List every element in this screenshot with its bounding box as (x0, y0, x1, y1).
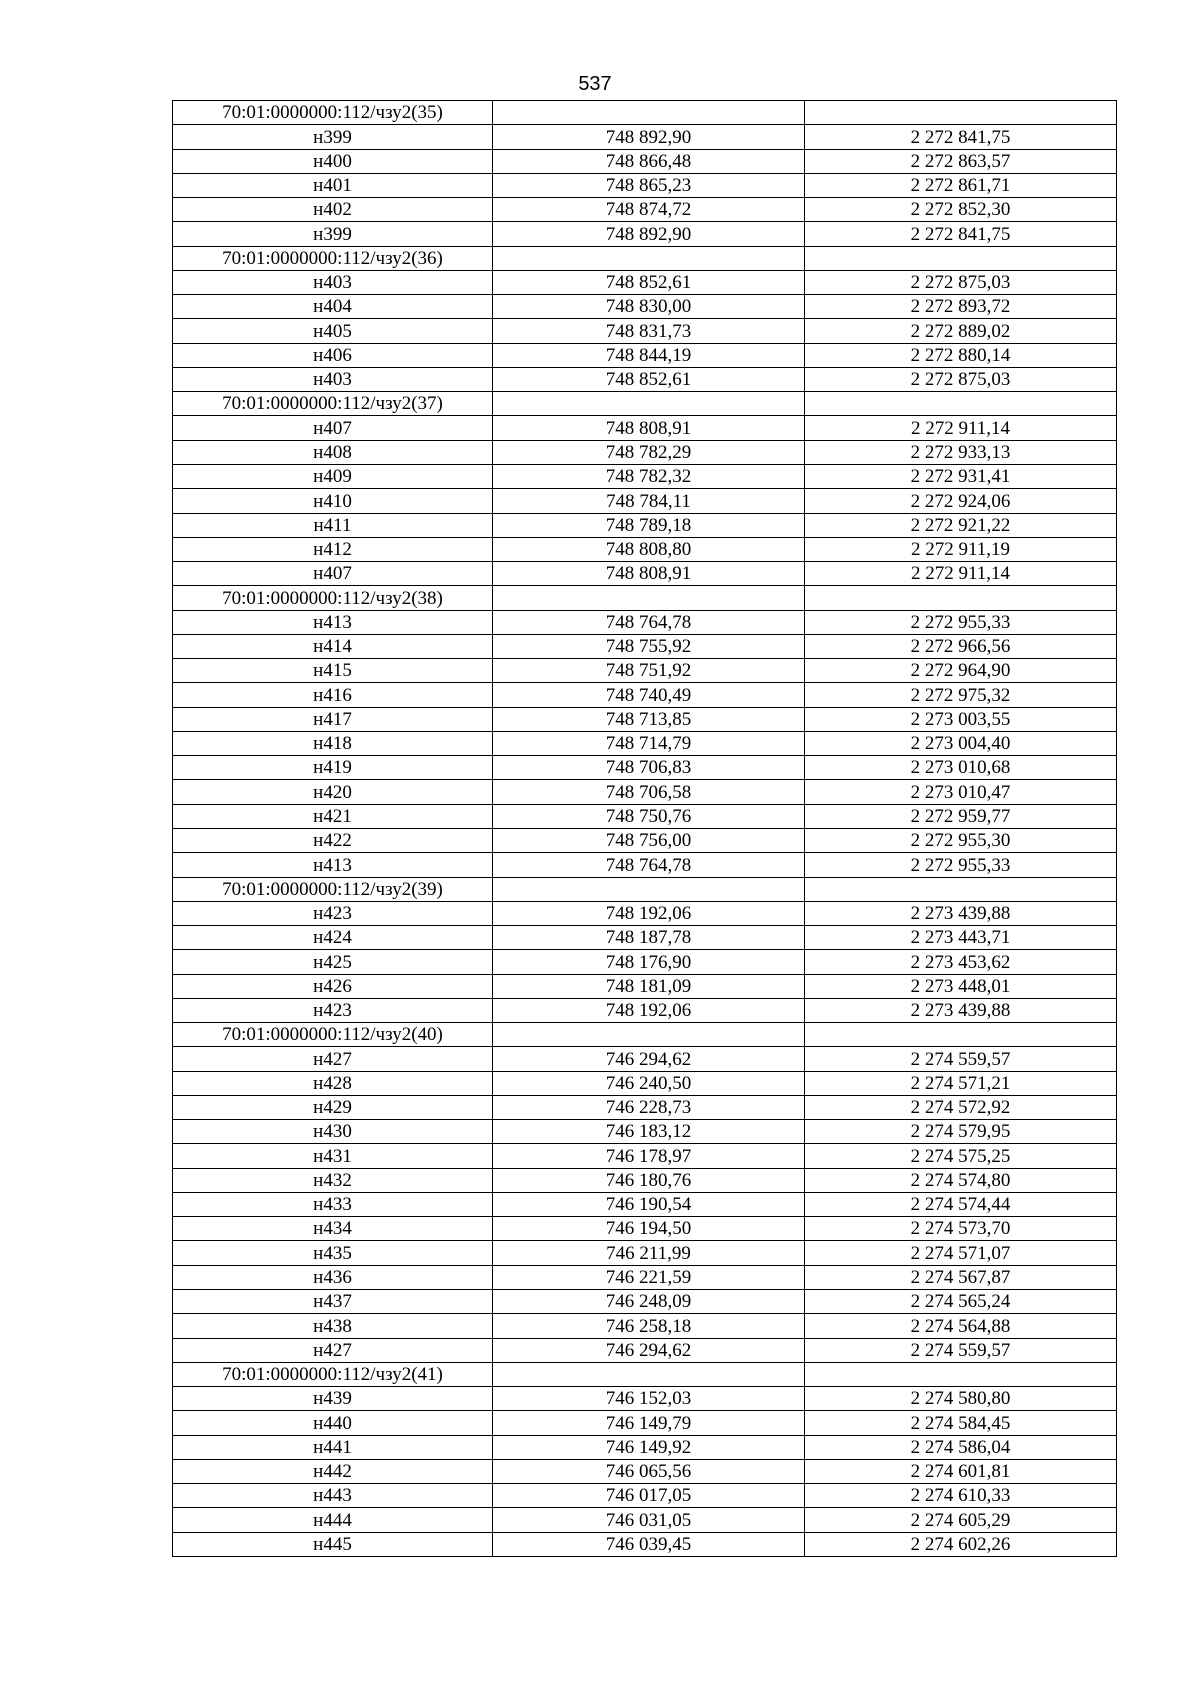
point-name-cell: н419 (173, 756, 493, 780)
table-row (173, 950, 1117, 974)
point-name-cell: н417 (173, 707, 493, 731)
point-name-cell: н411 (173, 513, 493, 537)
y-coordinate-cell: 2 272 975,32 (805, 683, 1117, 707)
x-coordinate-cell: 748 831,73 (493, 319, 805, 343)
x-coordinate-cell: 746 221,59 (493, 1265, 805, 1289)
y-coordinate-cell: 2 272 893,72 (805, 295, 1117, 319)
point-name-cell: н444 (173, 1508, 493, 1532)
x-coordinate-cell: 746 031,05 (493, 1508, 805, 1532)
y-coordinate-cell: 2 273 004,40 (805, 731, 1117, 755)
table-row (173, 1192, 1117, 1216)
y-coordinate-cell: 2 274 559,57 (805, 1338, 1117, 1362)
x-coordinate-cell: 748 714,79 (493, 731, 805, 755)
y-coordinate-cell: 2 272 924,06 (805, 489, 1117, 513)
x-coordinate-cell: 748 808,91 (493, 416, 805, 440)
y-coordinate-cell: 2 272 875,03 (805, 270, 1117, 294)
point-name-cell: н400 (173, 149, 493, 173)
y-coordinate-cell: 2 274 571,21 (805, 1071, 1117, 1095)
point-name-cell: н428 (173, 1071, 493, 1095)
x-coordinate-cell: 748 750,76 (493, 804, 805, 828)
y-coordinate-cell: 2 272 931,41 (805, 464, 1117, 488)
point-name-cell: н401 (173, 173, 493, 197)
x-coordinate-cell: 748 764,78 (493, 610, 805, 634)
table-row (173, 1387, 1117, 1411)
x-coordinate-cell: 748 176,90 (493, 950, 805, 974)
y-coordinate-cell: 2 272 863,57 (805, 149, 1117, 173)
x-coordinate-cell: 746 180,76 (493, 1168, 805, 1192)
table-row (173, 1047, 1117, 1071)
x-coordinate-cell: 746 149,79 (493, 1411, 805, 1435)
table-row (173, 270, 1117, 294)
table-row (173, 1168, 1117, 1192)
point-name-cell: н433 (173, 1192, 493, 1216)
table-row (173, 513, 1117, 537)
table-row (173, 1508, 1117, 1532)
table-row (173, 634, 1117, 658)
empty-cell (805, 586, 1117, 610)
empty-cell (805, 1023, 1117, 1047)
point-name-cell: н420 (173, 780, 493, 804)
x-coordinate-cell: 748 755,92 (493, 634, 805, 658)
y-coordinate-cell: 2 273 439,88 (805, 998, 1117, 1022)
table-row (173, 683, 1117, 707)
parcel-label-cell: 70:01:0000000:112/чзу2(39) (173, 877, 493, 901)
y-coordinate-cell: 2 272 933,13 (805, 440, 1117, 464)
y-coordinate-cell: 2 274 605,29 (805, 1508, 1117, 1532)
y-coordinate-cell: 2 274 565,24 (805, 1290, 1117, 1314)
y-coordinate-cell: 2 274 574,44 (805, 1192, 1117, 1216)
x-coordinate-cell: 748 706,58 (493, 780, 805, 804)
coordinates-table (172, 100, 1117, 1557)
y-coordinate-cell: 2 274 559,57 (805, 1047, 1117, 1071)
table-row (173, 222, 1117, 246)
point-name-cell: н441 (173, 1435, 493, 1459)
point-name-cell: н435 (173, 1241, 493, 1265)
point-name-cell: н431 (173, 1144, 493, 1168)
x-coordinate-cell: 746 194,50 (493, 1217, 805, 1241)
x-coordinate-cell: 748 782,29 (493, 440, 805, 464)
empty-cell (493, 101, 805, 125)
table-row (173, 1071, 1117, 1095)
x-coordinate-cell: 748 866,48 (493, 149, 805, 173)
parcel-label-cell: 70:01:0000000:112/чзу2(37) (173, 392, 493, 416)
point-name-cell: н413 (173, 853, 493, 877)
empty-cell (493, 1023, 805, 1047)
y-coordinate-cell: 2 273 443,71 (805, 926, 1117, 950)
empty-cell (493, 877, 805, 901)
y-coordinate-cell: 2 272 911,14 (805, 416, 1117, 440)
parcel-header-row (173, 246, 1117, 270)
table-row (173, 125, 1117, 149)
table-row (173, 1532, 1117, 1556)
table-row (173, 1411, 1117, 1435)
table-row (173, 828, 1117, 852)
parcel-label-cell: 70:01:0000000:112/чзу2(41) (173, 1362, 493, 1386)
y-coordinate-cell: 2 274 571,07 (805, 1241, 1117, 1265)
x-coordinate-cell: 746 240,50 (493, 1071, 805, 1095)
page-number: 537 (578, 73, 612, 95)
y-coordinate-cell: 2 273 010,47 (805, 780, 1117, 804)
empty-cell (805, 392, 1117, 416)
x-coordinate-cell: 748 852,61 (493, 270, 805, 294)
x-coordinate-cell: 748 844,19 (493, 343, 805, 367)
x-coordinate-cell: 748 187,78 (493, 926, 805, 950)
point-name-cell: н432 (173, 1168, 493, 1192)
point-name-cell: н405 (173, 319, 493, 343)
point-name-cell: н423 (173, 901, 493, 925)
x-coordinate-cell: 746 183,12 (493, 1120, 805, 1144)
x-coordinate-cell: 748 865,23 (493, 173, 805, 197)
y-coordinate-cell: 2 272 964,90 (805, 659, 1117, 683)
x-coordinate-cell: 746 178,97 (493, 1144, 805, 1168)
empty-cell (493, 1362, 805, 1386)
empty-cell (493, 246, 805, 270)
point-name-cell: н409 (173, 464, 493, 488)
point-name-cell: н399 (173, 125, 493, 149)
y-coordinate-cell: 2 272 841,75 (805, 222, 1117, 246)
table-row (173, 1314, 1117, 1338)
y-coordinate-cell: 2 272 959,77 (805, 804, 1117, 828)
y-coordinate-cell: 2 273 453,62 (805, 950, 1117, 974)
x-coordinate-cell: 748 874,72 (493, 198, 805, 222)
y-coordinate-cell: 2 274 579,95 (805, 1120, 1117, 1144)
x-coordinate-cell: 748 808,91 (493, 562, 805, 586)
table-row (173, 998, 1117, 1022)
table-row (173, 1217, 1117, 1241)
point-name-cell: н410 (173, 489, 493, 513)
y-coordinate-cell: 2 274 574,80 (805, 1168, 1117, 1192)
x-coordinate-cell: 748 764,78 (493, 853, 805, 877)
x-coordinate-cell: 746 039,45 (493, 1532, 805, 1556)
y-coordinate-cell: 2 272 911,19 (805, 537, 1117, 561)
x-coordinate-cell: 748 181,09 (493, 974, 805, 998)
y-coordinate-cell: 2 274 584,45 (805, 1411, 1117, 1435)
y-coordinate-cell: 2 272 889,02 (805, 319, 1117, 343)
x-coordinate-cell: 746 258,18 (493, 1314, 805, 1338)
table-row (173, 149, 1117, 173)
point-name-cell: н399 (173, 222, 493, 246)
table-row (173, 707, 1117, 731)
point-name-cell: н442 (173, 1459, 493, 1483)
table-row (173, 367, 1117, 391)
point-name-cell: н437 (173, 1290, 493, 1314)
point-name-cell: н421 (173, 804, 493, 828)
point-name-cell: н430 (173, 1120, 493, 1144)
y-coordinate-cell: 2 272 955,33 (805, 853, 1117, 877)
table-row (173, 610, 1117, 634)
y-coordinate-cell: 2 272 921,22 (805, 513, 1117, 537)
point-name-cell: н414 (173, 634, 493, 658)
point-name-cell: н406 (173, 343, 493, 367)
point-name-cell: н403 (173, 367, 493, 391)
y-coordinate-cell: 2 274 602,26 (805, 1532, 1117, 1556)
table-row (173, 1120, 1117, 1144)
table-row (173, 926, 1117, 950)
empty-cell (805, 1362, 1117, 1386)
parcel-header-row (173, 1362, 1117, 1386)
point-name-cell: н429 (173, 1095, 493, 1119)
x-coordinate-cell: 746 294,62 (493, 1338, 805, 1362)
table-row (173, 659, 1117, 683)
y-coordinate-cell: 2 272 966,56 (805, 634, 1117, 658)
parcel-header-row (173, 392, 1117, 416)
parcel-label-cell: 70:01:0000000:112/чзу2(35) (173, 101, 493, 125)
parcel-label-cell: 70:01:0000000:112/чзу2(40) (173, 1023, 493, 1047)
table-row (173, 198, 1117, 222)
point-name-cell: н426 (173, 974, 493, 998)
point-name-cell: н402 (173, 198, 493, 222)
empty-cell (805, 877, 1117, 901)
y-coordinate-cell: 2 272 911,14 (805, 562, 1117, 586)
table-row (173, 1338, 1117, 1362)
point-name-cell: н427 (173, 1047, 493, 1071)
x-coordinate-cell: 746 294,62 (493, 1047, 805, 1071)
table-row (173, 295, 1117, 319)
table-row (173, 173, 1117, 197)
x-coordinate-cell: 748 789,18 (493, 513, 805, 537)
x-coordinate-cell: 748 830,00 (493, 295, 805, 319)
parcel-header-row (173, 1023, 1117, 1047)
point-name-cell: н440 (173, 1411, 493, 1435)
point-name-cell: н408 (173, 440, 493, 464)
point-name-cell: н415 (173, 659, 493, 683)
point-name-cell: н438 (173, 1314, 493, 1338)
parcel-label-cell: 70:01:0000000:112/чзу2(38) (173, 586, 493, 610)
point-name-cell: н445 (173, 1532, 493, 1556)
point-name-cell: н407 (173, 416, 493, 440)
y-coordinate-cell: 2 273 439,88 (805, 901, 1117, 925)
table-row (173, 1144, 1117, 1168)
x-coordinate-cell: 748 756,00 (493, 828, 805, 852)
x-coordinate-cell: 748 192,06 (493, 901, 805, 925)
y-coordinate-cell: 2 272 852,30 (805, 198, 1117, 222)
y-coordinate-cell: 2 274 601,81 (805, 1459, 1117, 1483)
table-row (173, 804, 1117, 828)
parcel-label-cell: 70:01:0000000:112/чзу2(36) (173, 246, 493, 270)
point-name-cell: н422 (173, 828, 493, 852)
y-coordinate-cell: 2 274 564,88 (805, 1314, 1117, 1338)
table-row (173, 901, 1117, 925)
y-coordinate-cell: 2 272 861,71 (805, 173, 1117, 197)
x-coordinate-cell: 746 248,09 (493, 1290, 805, 1314)
y-coordinate-cell: 2 272 875,03 (805, 367, 1117, 391)
y-coordinate-cell: 2 273 010,68 (805, 756, 1117, 780)
y-coordinate-cell: 2 274 572,92 (805, 1095, 1117, 1119)
point-name-cell: н418 (173, 731, 493, 755)
table-row (173, 343, 1117, 367)
x-coordinate-cell: 746 017,05 (493, 1484, 805, 1508)
y-coordinate-cell: 2 273 448,01 (805, 974, 1117, 998)
x-coordinate-cell: 748 740,49 (493, 683, 805, 707)
x-coordinate-cell: 746 152,03 (493, 1387, 805, 1411)
y-coordinate-cell: 2 272 955,33 (805, 610, 1117, 634)
table-row (173, 537, 1117, 561)
table-row (173, 1435, 1117, 1459)
table-row (173, 319, 1117, 343)
x-coordinate-cell: 748 808,80 (493, 537, 805, 561)
point-name-cell: н416 (173, 683, 493, 707)
y-coordinate-cell: 2 274 610,33 (805, 1484, 1117, 1508)
point-name-cell: н407 (173, 562, 493, 586)
parcel-header-row (173, 586, 1117, 610)
x-coordinate-cell: 748 192,06 (493, 998, 805, 1022)
point-name-cell: н423 (173, 998, 493, 1022)
table-row (173, 464, 1117, 488)
point-name-cell: н439 (173, 1387, 493, 1411)
x-coordinate-cell: 746 190,54 (493, 1192, 805, 1216)
point-name-cell: н413 (173, 610, 493, 634)
x-coordinate-cell: 748 852,61 (493, 367, 805, 391)
empty-cell (805, 246, 1117, 270)
parcel-header-row (173, 101, 1117, 125)
x-coordinate-cell: 748 713,85 (493, 707, 805, 731)
table-row (173, 1241, 1117, 1265)
x-coordinate-cell: 748 892,90 (493, 125, 805, 149)
x-coordinate-cell: 748 706,83 (493, 756, 805, 780)
x-coordinate-cell: 748 751,92 (493, 659, 805, 683)
x-coordinate-cell: 746 228,73 (493, 1095, 805, 1119)
y-coordinate-cell: 2 274 586,04 (805, 1435, 1117, 1459)
x-coordinate-cell: 748 892,90 (493, 222, 805, 246)
table-row (173, 440, 1117, 464)
coordinates-table-body (173, 101, 1117, 1557)
point-name-cell: н425 (173, 950, 493, 974)
x-coordinate-cell: 746 211,99 (493, 1241, 805, 1265)
table-row (173, 1095, 1117, 1119)
table-row (173, 756, 1117, 780)
y-coordinate-cell: 2 272 880,14 (805, 343, 1117, 367)
y-coordinate-cell: 2 274 580,80 (805, 1387, 1117, 1411)
table-row (173, 731, 1117, 755)
table-row (173, 853, 1117, 877)
table-row (173, 974, 1117, 998)
table-row (173, 562, 1117, 586)
point-name-cell: н443 (173, 1484, 493, 1508)
y-coordinate-cell: 2 272 841,75 (805, 125, 1117, 149)
y-coordinate-cell: 2 273 003,55 (805, 707, 1117, 731)
x-coordinate-cell: 748 782,32 (493, 464, 805, 488)
x-coordinate-cell: 746 065,56 (493, 1459, 805, 1483)
table-row (173, 1459, 1117, 1483)
point-name-cell: н403 (173, 270, 493, 294)
y-coordinate-cell: 2 274 573,70 (805, 1217, 1117, 1241)
y-coordinate-cell: 2 272 955,30 (805, 828, 1117, 852)
point-name-cell: н436 (173, 1265, 493, 1289)
point-name-cell: н434 (173, 1217, 493, 1241)
parcel-header-row (173, 877, 1117, 901)
table-row (173, 1484, 1117, 1508)
x-coordinate-cell: 746 149,92 (493, 1435, 805, 1459)
point-name-cell: н412 (173, 537, 493, 561)
point-name-cell: н427 (173, 1338, 493, 1362)
x-coordinate-cell: 748 784,11 (493, 489, 805, 513)
table-row (173, 416, 1117, 440)
table-row (173, 780, 1117, 804)
empty-cell (493, 586, 805, 610)
y-coordinate-cell: 2 274 567,87 (805, 1265, 1117, 1289)
point-name-cell: н424 (173, 926, 493, 950)
table-row (173, 489, 1117, 513)
y-coordinate-cell: 2 274 575,25 (805, 1144, 1117, 1168)
point-name-cell: н404 (173, 295, 493, 319)
empty-cell (493, 392, 805, 416)
table-row (173, 1265, 1117, 1289)
table-row (173, 1290, 1117, 1314)
empty-cell (805, 101, 1117, 125)
